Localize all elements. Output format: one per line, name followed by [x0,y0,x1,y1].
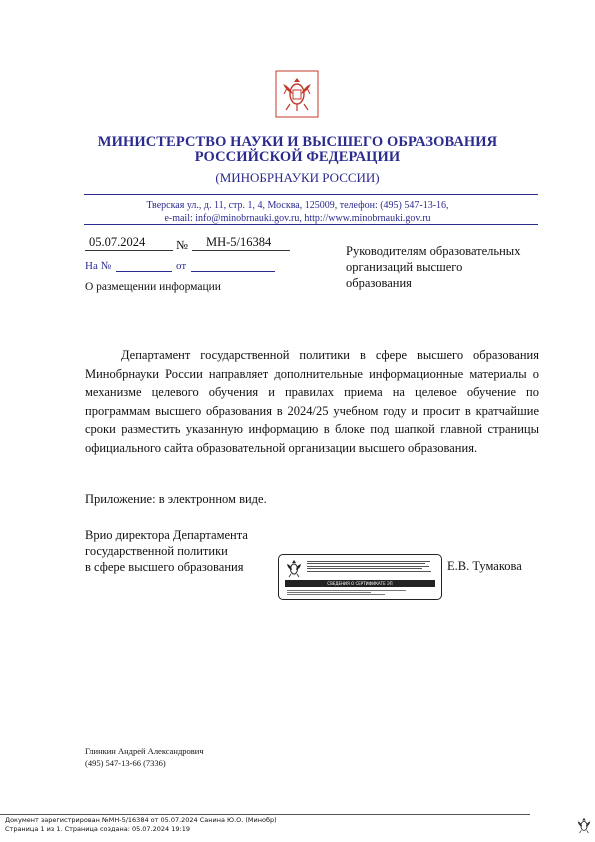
registration-footer [5,816,277,834]
attachment-note: Приложение: в электронном виде. [85,492,267,506]
stamp-certificate-band: СВЕДЕНИЯ О СЕРТИФИКАТЕ ЭП [285,580,435,587]
reference-number-line [116,271,172,272]
signatory-line2: государственной политики [85,544,228,558]
recipient-line3: образования [346,276,412,290]
stamp-emblem-icon [284,558,304,578]
footer-emblem-icon [575,815,593,835]
letter-body [85,346,539,457]
footer-line2: Страница 1 из 1. Страница создана: 05.07.2024 19:19 [5,825,190,833]
ministry-title-line2: РОССИЙСКОЙ ФЕДЕРАЦИИ [194,149,401,165]
address-line2: e-mail: info@minobrnauki.gov.ru, http://www.minobrnauki.gov.ru [164,213,431,224]
recipient-block [346,243,520,291]
signatory-position [85,527,248,575]
footer-line1: Документ зарегистрирован №МН-5/16384 от 05.07.2024 Санина Ю.О. (Минобр) [5,816,277,824]
ministry-title [0,135,595,165]
stamp-detail-lines [287,589,427,596]
reference-from-label: от [176,260,187,272]
document-subject: О размещении информации [85,281,221,293]
number-sign: № [176,238,188,252]
executor-phone: (495) 547-13-66 (7336) [85,758,166,768]
signatory-line3: в сфере высшего образования [85,560,244,574]
document-number [192,235,290,251]
header-divider [84,194,538,195]
coat-of-arms-icon [275,70,319,118]
document-date-value: 05.07.2024 [89,235,146,249]
executor-name: Глинкин Андрей Александрович [85,746,204,756]
ministry-address [0,199,595,225]
recipient-line2: организаций высшего [346,260,463,274]
reference-date-line [191,271,275,272]
body-paragraph: Департамент государственной политики в сфере высшего образования Минобрнауки России направляет дополнительные информационные материалы о механизме целевого обучения и правилах приема на целевое обучение по программам высшего образования в 2024/25 учебном году и просит в кратчайшие сроки разместить указанную информацию в блоке под шапкой главной страницы официального сайта образовательной организации высшего образования. [85,348,539,455]
stamp-text-lines [307,559,435,573]
signatory-line1: Врио директора Департамента [85,528,248,542]
ministry-abbreviation: (МИНОБРНАУКИ РОССИИ) [215,170,380,185]
signatory-name: Е.В. Тумакова [447,559,522,573]
document-date [85,235,173,251]
document-number-value: МН-5/16384 [206,235,272,249]
address-line1: Тверская ул., д. 11, стр. 1, 4, Москва, 125009, телефон: (495) 547-13-16, [146,200,449,211]
address-bottom-rule [84,224,538,225]
electronic-signature-stamp [278,554,442,600]
footer-divider [0,814,530,815]
reference-label: На № [85,260,112,272]
executor-block [85,745,204,769]
ministry-title-line1: МИНИСТЕРСТВО НАУКИ И ВЫСШЕГО ОБРАЗОВАНИЯ [97,134,498,150]
recipient-line1: Руководителям образовательных [346,244,521,258]
